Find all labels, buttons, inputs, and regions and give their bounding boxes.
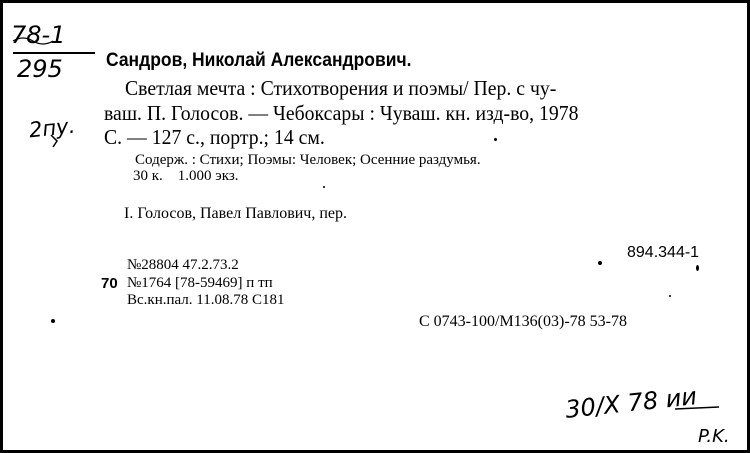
record-prefix: 70 bbox=[101, 275, 118, 292]
scan-speck bbox=[51, 319, 55, 323]
title-line-1: Светлая мечта : Стихотворения и поэмы/ Пер. с чу- bbox=[125, 76, 557, 100]
added-entry: I. Голосов, Павел Павлович, пер. bbox=[124, 205, 348, 222]
price-print-run: 30 к. 1.000 экз. bbox=[133, 168, 239, 184]
book-chamber-line: Вс.кн.пал. 11.08.78 С181 bbox=[127, 292, 285, 308]
catalog-code: С 0743-100/М136(03)-78 53-78 bbox=[419, 313, 627, 330]
title-line-3: С. — 127 с., портр.; 14 см. bbox=[104, 125, 325, 149]
title-line-2: ваш. П. Голосов. — Чебоксары : Чуваш. кн. изд-во, 1978 bbox=[104, 101, 579, 125]
contents-note: Содерж. : Стихи; Поэмы: Человек; Осенние раздумья. bbox=[135, 152, 481, 168]
handwritten-call-number-bottom: 295 bbox=[17, 55, 63, 83]
record-number: №28804 47.2.73.2 bbox=[127, 257, 239, 273]
call-number-divider bbox=[13, 52, 95, 54]
handwritten-call-number-top: 78-1 bbox=[11, 21, 66, 49]
scan-speck bbox=[323, 186, 325, 188]
order-number: №1764 [78-59469] п тп bbox=[127, 275, 273, 291]
author-heading: Сандров, Николай Александрович. bbox=[106, 50, 412, 71]
classification-number: 894.344-1 bbox=[627, 244, 700, 261]
handwritten-initials: P.K. bbox=[698, 426, 730, 447]
scan-speck bbox=[669, 295, 671, 297]
scan-speck bbox=[494, 138, 497, 141]
handwritten-side-mark: 2пу. bbox=[27, 113, 77, 143]
handwritten-date-signature: 30/X 78 ии bbox=[563, 382, 699, 424]
scan-speck bbox=[598, 261, 602, 265]
scan-speck bbox=[696, 265, 699, 271]
